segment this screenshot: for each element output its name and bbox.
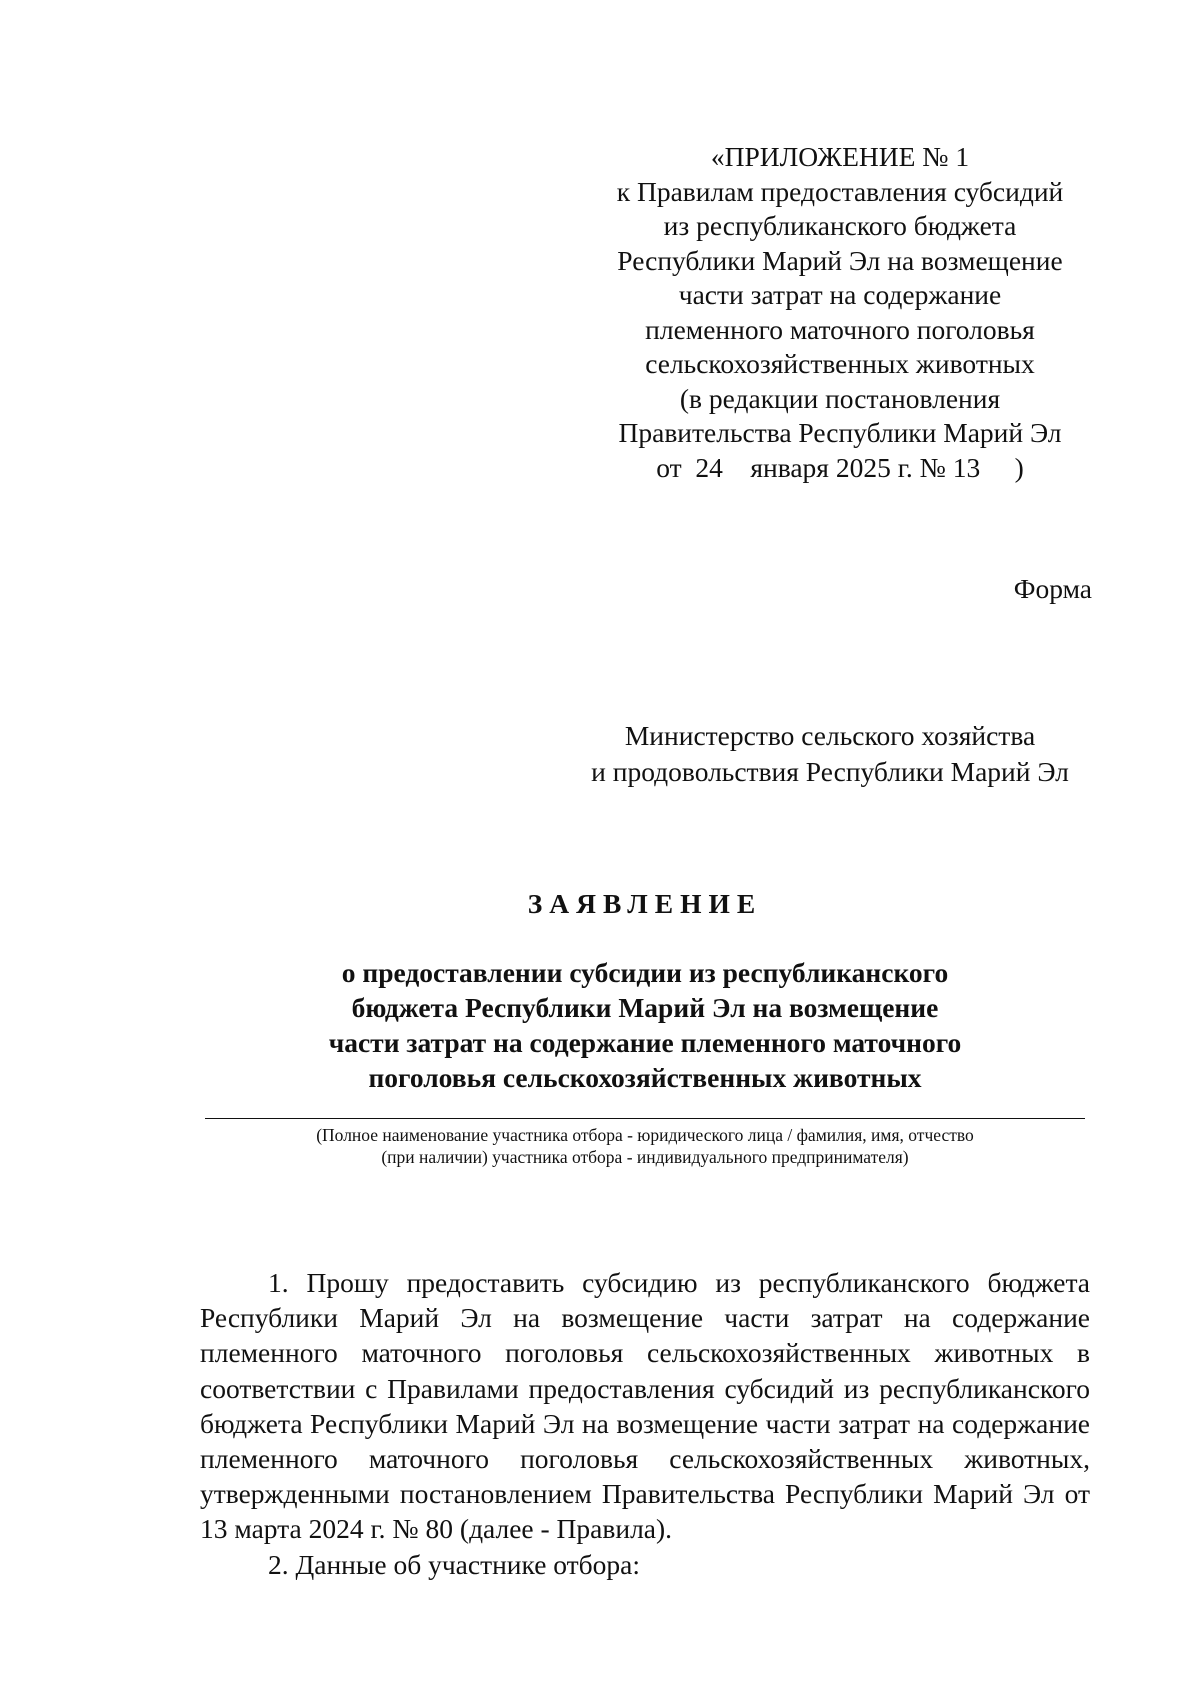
appendix-date-line: от 24 января 2025 г. № 13 ) — [656, 451, 1024, 483]
appendix-line: из республиканского бюджета — [663, 210, 1017, 241]
addressee-block — [560, 718, 1100, 790]
caption-line: (Полное наименование участника отбора - юридического лица / фамилия, имя, отчество — [316, 1125, 974, 1145]
appendix-line: части затрат на содержание — [678, 279, 1002, 310]
document-title: ЗАЯВЛЕНИЕ — [527, 888, 763, 919]
form-label: Форма — [1013, 573, 1092, 604]
appendix-header — [600, 140, 1080, 485]
paragraph-applicant-data: 2. Данные об участнике отбора: — [268, 1548, 641, 1580]
appendix-line: к Правилам предоставления субсидий — [616, 175, 1064, 207]
appendix-line: (в редакции постановления — [679, 382, 1001, 414]
body-text — [200, 1265, 1090, 1582]
appendix-line: сельскохозяйственных животных — [645, 348, 1035, 379]
applicant-name-fill-line[interactable] — [205, 1118, 1085, 1119]
subtitle-line: о предоставлении субсидии из республиканского — [341, 957, 949, 988]
document-subtitle — [280, 955, 1010, 1095]
appendix-line: Республики Марий Эл на возмещение — [617, 244, 1063, 276]
addressee-line: Министерство сельского хозяйства — [624, 720, 1036, 751]
caption-line: (при наличии) участника отбора - индивидуального предпринимателя) — [381, 1147, 909, 1167]
appendix-line: «ПРИЛОЖЕНИЕ № 1 — [710, 141, 970, 172]
addressee-line: и продовольствия Республики Марий Эл — [591, 756, 1069, 787]
subtitle-line: части затрат на содержание племенного маточного — [328, 1027, 962, 1058]
subtitle-line: поголовья сельскохозяйственных животных — [368, 1062, 922, 1093]
appendix-line: племенного маточного поголовья — [645, 313, 1035, 345]
paragraph-request: 1. Прошу предоставить субсидию из республиканского бюджета Республики Марий Эл на возмещение части затрат на содержание племенного маточного поголовья сельскохозяйственных животных в соответствии с Правилами предоставления субсидий из республиканского бюджета Республики Марий Эл на возмещение части затрат на содержание племенного маточного поголовья сельскохозяйственных животных, утвержденными постановлением Правительства Республики Марий Эл от 13 марта 2024 г. № 80 (далее - Правила). — [200, 1267, 1090, 1545]
applicant-name-caption — [205, 1124, 1085, 1168]
appendix-line: Правительства Республики Марий Эл — [618, 417, 1062, 448]
subtitle-line: бюджета Республики Марий Эл на возмещение — [351, 992, 939, 1023]
